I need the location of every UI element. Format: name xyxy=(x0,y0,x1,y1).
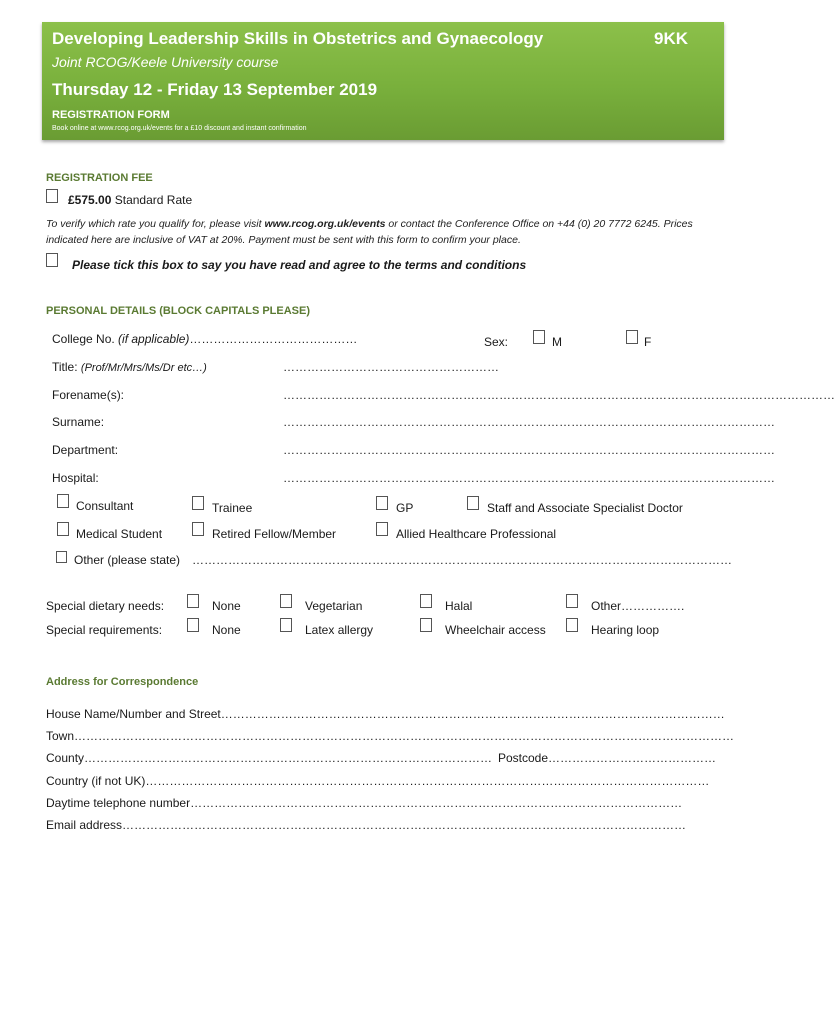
latex-allergy-label: Latex allergy xyxy=(305,623,374,637)
sex-f-checkbox[interactable] xyxy=(626,330,638,344)
college-no-label: College No. xyxy=(52,332,115,346)
title-row-label xyxy=(52,360,207,374)
sas-label: Staff and Associate Specialist Doctor xyxy=(487,501,683,515)
department-label: Department: xyxy=(52,443,119,457)
terms-checkbox[interactable] xyxy=(46,253,58,267)
daytime-phone-field[interactable]: Daytime telephone number…………………………………………………………………………………………………………… xyxy=(46,796,683,810)
college-no-field[interactable]: …………………………………… xyxy=(189,332,358,346)
requirements-none-checkbox[interactable] xyxy=(187,618,199,632)
county-field[interactable]: County………………………………………………………………………………………… xyxy=(46,751,493,765)
title-hint: (Prof/Mr/Mrs/Ms/Dr etc…) xyxy=(80,362,207,374)
retired-checkbox[interactable] xyxy=(192,522,204,536)
fee-note-part2: or contact the Conference Office on +44 (0) 20 7772 6245. Prices indicated here are inclusive of VAT at 20%. Payment must be sent with this form to confirm your place. xyxy=(46,218,693,246)
hearing-loop-checkbox[interactable] xyxy=(566,618,578,632)
dietary-none-label: None xyxy=(212,599,241,613)
consultant-label: Consultant xyxy=(76,499,134,513)
forename-field[interactable]: ………………………………………………………………………………………………………………………… xyxy=(283,388,835,402)
title-label: Title: xyxy=(52,360,78,374)
medical-student-label: Medical Student xyxy=(76,527,163,541)
hospital-field[interactable]: …………………………………………………………………………………………………………… xyxy=(283,471,775,485)
surname-label: Surname: xyxy=(52,415,105,429)
wheelchair-access-label: Wheelchair access xyxy=(445,623,546,637)
title-field[interactable]: ……………………………………………… xyxy=(283,360,499,374)
dietary-vegetarian-checkbox[interactable] xyxy=(280,594,292,608)
terms-label: Please tick this box to say you have read and agree to the terms and conditions xyxy=(72,258,527,272)
online-booking-note: Book online at www.rcog.org.uk/events for a £10 discount and instant confirmation xyxy=(52,125,307,132)
fee-rate-label: Standard Rate xyxy=(114,193,193,207)
allied-checkbox[interactable] xyxy=(376,522,388,536)
dietary-halal-label: Halal xyxy=(445,599,473,613)
town-field[interactable]: Town………………………………………………………………………………………………………………………………………………… xyxy=(46,729,735,743)
medical-student-checkbox[interactable] xyxy=(57,522,69,536)
registration-fee-heading: REGISTRATION FEE xyxy=(46,172,153,184)
events-link[interactable]: www.rcog.org.uk/events xyxy=(264,218,386,230)
wheelchair-access-checkbox[interactable] xyxy=(420,618,432,632)
latex-allergy-checkbox[interactable] xyxy=(280,618,292,632)
other-role-checkbox[interactable] xyxy=(56,551,67,563)
dietary-other-label: Other……………. xyxy=(591,599,685,613)
dietary-needs-label: Special dietary needs: xyxy=(46,599,165,613)
fee-note-part1: To verify which rate you qualify for, please visit xyxy=(46,218,265,230)
personal-details-heading: PERSONAL DETAILS (BLOCK CAPITALS PLEASE) xyxy=(46,305,311,317)
special-requirements-label: Special requirements: xyxy=(46,623,163,637)
fee-note xyxy=(46,216,714,248)
gp-checkbox[interactable] xyxy=(376,496,388,510)
allied-label: Allied Healthcare Professional xyxy=(396,527,557,541)
sas-checkbox[interactable] xyxy=(467,496,479,510)
dietary-other-checkbox[interactable] xyxy=(566,594,578,608)
department-field[interactable]: …………………………………………………………………………………………………………… xyxy=(283,443,775,457)
course-title: Developing Leadership Skills in Obstetrics and Gynaecology xyxy=(52,29,544,48)
consultant-checkbox[interactable] xyxy=(57,494,69,508)
sex-label: Sex: xyxy=(484,335,509,349)
header-banner xyxy=(42,22,724,140)
course-subtitle: Joint RCOG/Keele University course xyxy=(52,54,279,70)
sex-f-label: F xyxy=(644,335,652,349)
form-name: REGISTRATION FORM xyxy=(52,109,170,121)
college-no-hint: (if applicable) xyxy=(118,332,190,346)
retired-label: Retired Fellow/Member xyxy=(212,527,337,541)
postcode-field[interactable]: Postcode…………………………………… xyxy=(498,751,717,765)
house-street-field[interactable]: House Name/Number and Street……………………………………………………………………………………………………………… xyxy=(46,707,725,721)
gp-label: GP xyxy=(396,501,414,515)
surname-field[interactable]: …………………………………………………………………………………………………………… xyxy=(283,415,775,429)
standard-rate-checkbox[interactable] xyxy=(46,189,58,203)
trainee-label: Trainee xyxy=(212,501,253,515)
dietary-halal-checkbox[interactable] xyxy=(420,594,432,608)
fee-amount: £575.00 xyxy=(68,193,112,207)
dietary-none-checkbox[interactable] xyxy=(187,594,199,608)
dietary-vegetarian-label: Vegetarian xyxy=(305,599,363,613)
email-field[interactable]: Email address…………………………………………………………………………………………………………………………… xyxy=(46,818,687,832)
trainee-checkbox[interactable] xyxy=(192,496,204,510)
address-heading: Address for Correspondence xyxy=(46,676,199,688)
course-code: 9KK xyxy=(653,29,688,48)
other-role-field[interactable]: ……………………………………………………………………………………………………………………… xyxy=(192,553,732,567)
standard-rate-option xyxy=(68,193,192,207)
course-dates: Thursday 12 - Friday 13 September 2019 xyxy=(52,80,378,99)
sex-m-label: M xyxy=(552,335,562,349)
hospital-label: Hospital: xyxy=(52,471,99,485)
college-no-row xyxy=(52,332,357,346)
forename-label: Forename(s): xyxy=(52,388,125,402)
requirements-none-label: None xyxy=(212,623,241,637)
other-role-label: Other (please state) xyxy=(74,553,181,567)
hearing-loop-label: Hearing loop xyxy=(591,623,660,637)
country-field[interactable]: Country (if not UK)…………………………………………………………………………………………………………………………… xyxy=(46,774,710,788)
sex-m-checkbox[interactable] xyxy=(533,330,545,344)
